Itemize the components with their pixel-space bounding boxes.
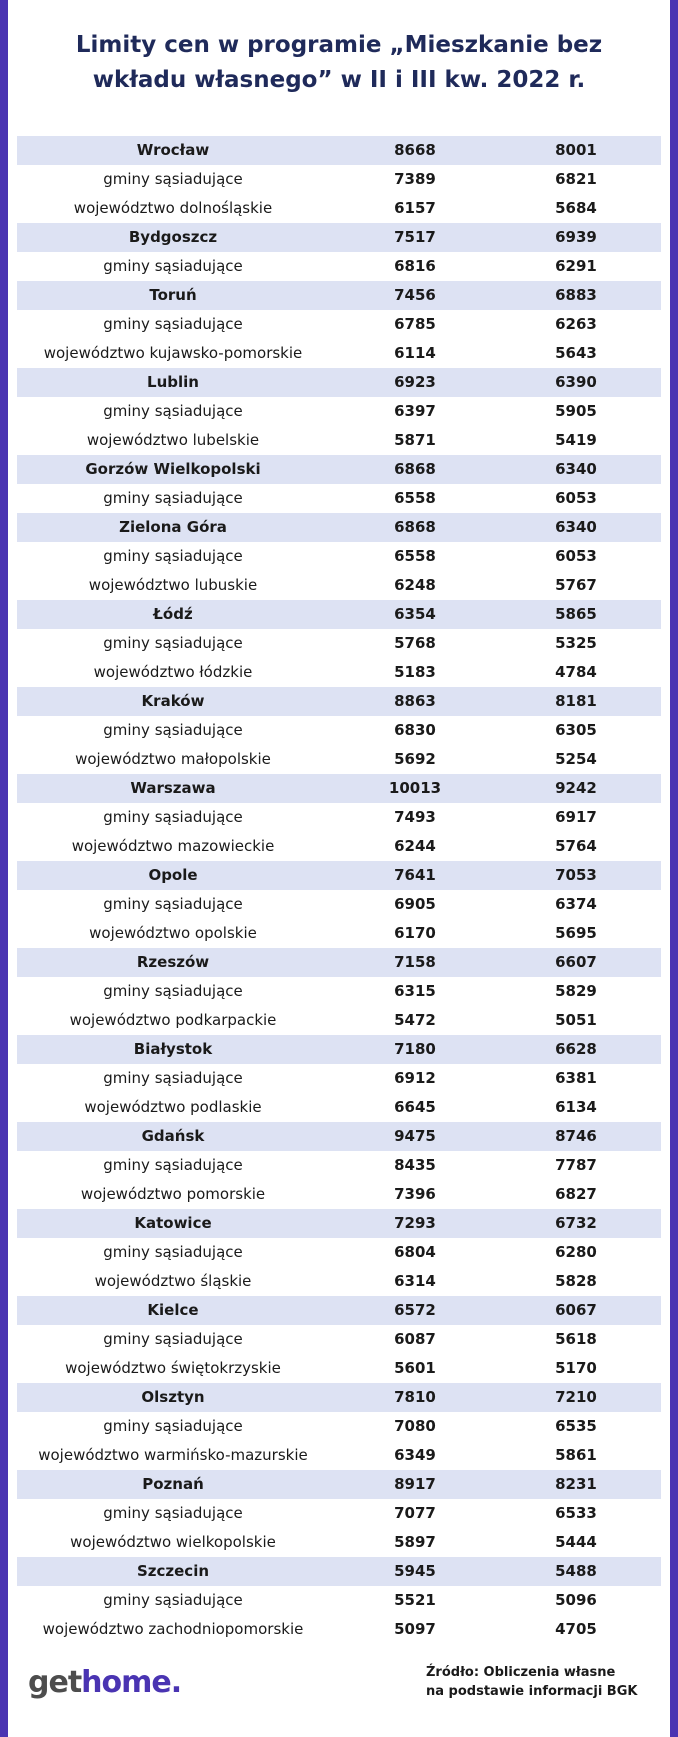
- value-q2: 6314: [394, 1272, 436, 1290]
- value-q2: 6087: [394, 1330, 436, 1348]
- value-q2: 7077: [394, 1504, 436, 1522]
- region-row: [17, 1325, 661, 1354]
- row-label: gminy sąsiadujące: [103, 257, 243, 275]
- region-row: [17, 1006, 661, 1035]
- region-row: [17, 1441, 661, 1470]
- row-label: województwo pomorskie: [80, 1185, 266, 1203]
- row-label: Olsztyn: [141, 1388, 205, 1406]
- page-title: [8, 28, 670, 98]
- value-q2: 8917: [394, 1475, 436, 1493]
- value-q3: 8001: [555, 141, 597, 159]
- value-q2: 7456: [394, 286, 436, 304]
- region-row: [17, 1151, 661, 1180]
- city-row: [17, 1470, 661, 1499]
- source-line-2: na podstawie informacji BGK: [426, 1684, 638, 1699]
- city-row: [17, 1557, 661, 1586]
- value-q2: 6645: [394, 1098, 436, 1116]
- value-q3: 4784: [555, 663, 597, 681]
- value-q3: 6939: [555, 228, 597, 246]
- value-q3: 5865: [555, 605, 597, 623]
- value-q3: 5488: [555, 1562, 597, 1580]
- region-row: [17, 426, 661, 455]
- region-row: [17, 629, 661, 658]
- city-row: [17, 600, 661, 629]
- value-q2: 6157: [394, 199, 436, 217]
- title-line-1: Limity cen w programie „Mieszkanie bez: [75, 32, 603, 58]
- value-q2: 6830: [394, 721, 436, 739]
- value-q3: 6883: [555, 286, 597, 304]
- row-label: gminy sąsiadujące: [103, 547, 243, 565]
- value-q3: 5170: [555, 1359, 597, 1377]
- value-q3: 6390: [555, 373, 597, 391]
- row-label: gminy sąsiadujące: [103, 170, 243, 188]
- row-label: Łódź: [153, 605, 193, 623]
- region-row: [17, 1412, 661, 1441]
- city-row: [17, 281, 661, 310]
- region-row: [17, 716, 661, 745]
- row-label: gminy sąsiadujące: [103, 721, 243, 739]
- value-q2: 6558: [394, 547, 436, 565]
- region-row: [17, 252, 661, 281]
- row-label: Gdańsk: [141, 1127, 205, 1145]
- value-q2: 6816: [394, 257, 436, 275]
- logo-text-home: home.: [81, 1665, 182, 1700]
- value-q3: 4705: [555, 1620, 597, 1638]
- gethome-logo: [28, 1665, 181, 1700]
- value-q3: 6134: [555, 1098, 597, 1116]
- value-q3: 5695: [555, 924, 597, 942]
- row-label: województwo podkarpackie: [69, 1011, 277, 1029]
- row-label: gminy sąsiadujące: [103, 982, 243, 1000]
- city-row: [17, 1209, 661, 1238]
- region-row: [17, 1064, 661, 1093]
- region-row: [17, 165, 661, 194]
- value-q3: 5643: [555, 344, 597, 362]
- value-q3: 7210: [555, 1388, 597, 1406]
- value-q2: 7389: [394, 170, 436, 188]
- value-q2: 5871: [394, 431, 436, 449]
- city-row: [17, 948, 661, 977]
- value-q3: 6291: [555, 257, 597, 275]
- row-label: województwo małopolskie: [75, 750, 271, 768]
- value-q3: 5905: [555, 402, 597, 420]
- value-q3: 6607: [555, 953, 597, 971]
- value-q3: 5828: [555, 1272, 597, 1290]
- value-q2: 6354: [394, 605, 436, 623]
- row-label: Rzeszów: [136, 953, 210, 971]
- value-q3: 6263: [555, 315, 597, 333]
- row-label: gminy sąsiadujące: [103, 489, 243, 507]
- value-q2: 7396: [394, 1185, 436, 1203]
- value-q2: 7293: [394, 1214, 436, 1232]
- city-row: [17, 1383, 661, 1412]
- region-row: [17, 745, 661, 774]
- row-label: gminy sąsiadujące: [103, 634, 243, 652]
- value-q2: 6558: [394, 489, 436, 507]
- city-row: [17, 774, 661, 803]
- region-row: [17, 1528, 661, 1557]
- value-q2: 7810: [394, 1388, 436, 1406]
- row-label: Kielce: [147, 1301, 199, 1319]
- value-q3: 6917: [555, 808, 597, 826]
- value-q2: 6868: [394, 518, 436, 536]
- value-q3: 6053: [555, 489, 597, 507]
- value-q2: 6912: [394, 1069, 436, 1087]
- row-label: województwo opolskie: [89, 924, 257, 942]
- row-label: województwo śląskie: [94, 1272, 252, 1290]
- value-q2: 6905: [394, 895, 436, 913]
- value-q3: 6628: [555, 1040, 597, 1058]
- value-q2: 7641: [394, 866, 436, 884]
- row-label: Opole: [148, 866, 198, 884]
- value-q3: 6374: [555, 895, 597, 913]
- value-q3: 6732: [555, 1214, 597, 1232]
- row-label: Bydgoszcz: [128, 228, 218, 246]
- row-label: gminy sąsiadujące: [103, 402, 243, 420]
- row-label: Poznań: [142, 1475, 204, 1493]
- value-q2: 5472: [394, 1011, 436, 1029]
- price-limits-table: [17, 136, 661, 1644]
- row-label: gminy sąsiadujące: [103, 315, 243, 333]
- value-q3: 6305: [555, 721, 597, 739]
- value-q3: 6067: [555, 1301, 597, 1319]
- value-q2: 5897: [394, 1533, 436, 1551]
- value-q3: 7787: [555, 1156, 597, 1174]
- row-label: gminy sąsiadujące: [103, 895, 243, 913]
- row-label: województwo lubuskie: [88, 576, 258, 594]
- region-row: [17, 890, 661, 919]
- value-q3: 5767: [555, 576, 597, 594]
- value-q2: 7493: [394, 808, 436, 826]
- value-q2: 7158: [394, 953, 436, 971]
- city-row: [17, 455, 661, 484]
- value-q2: 6315: [394, 982, 436, 1000]
- value-q2: 5521: [394, 1591, 436, 1609]
- row-label: Zielona Góra: [119, 518, 227, 536]
- row-label: województwo kujawsko-pomorskie: [43, 344, 303, 362]
- value-q3: 5829: [555, 982, 597, 1000]
- row-label: województwo podlaskie: [84, 1098, 262, 1116]
- value-q2: 6349: [394, 1446, 436, 1464]
- value-q2: 7517: [394, 228, 436, 246]
- value-q2: 9475: [394, 1127, 436, 1145]
- value-q3: 6340: [555, 518, 597, 536]
- region-row: [17, 397, 661, 426]
- value-q3: 6340: [555, 460, 597, 478]
- value-q3: 6535: [555, 1417, 597, 1435]
- value-q2: 6923: [394, 373, 436, 391]
- value-q2: 7180: [394, 1040, 436, 1058]
- region-row: [17, 1267, 661, 1296]
- row-label: gminy sąsiadujące: [103, 1243, 243, 1261]
- row-label: gminy sąsiadujące: [103, 808, 243, 826]
- row-label: Katowice: [134, 1214, 212, 1232]
- region-row: [17, 832, 661, 861]
- value-q3: 5096: [555, 1591, 597, 1609]
- value-q3: 5419: [555, 431, 597, 449]
- row-label: województwo wielkopolskie: [70, 1533, 276, 1551]
- region-row: [17, 977, 661, 1006]
- row-label: gminy sąsiadujące: [103, 1504, 243, 1522]
- value-q3: 6280: [555, 1243, 597, 1261]
- city-row: [17, 223, 661, 252]
- value-q3: 5618: [555, 1330, 597, 1348]
- region-row: [17, 310, 661, 339]
- value-q3: 8231: [555, 1475, 597, 1493]
- city-row: [17, 513, 661, 542]
- region-row: [17, 339, 661, 368]
- value-q3: 8181: [555, 692, 597, 710]
- region-row: [17, 1093, 661, 1122]
- region-row: [17, 1354, 661, 1383]
- city-row: [17, 1035, 661, 1064]
- row-label: województwo zachodniopomorskie: [42, 1620, 304, 1638]
- row-label: gminy sąsiadujące: [103, 1591, 243, 1609]
- value-q3: 5861: [555, 1446, 597, 1464]
- row-label: województwo świętokrzyskie: [65, 1359, 281, 1377]
- row-label: województwo dolnośląskie: [73, 199, 273, 217]
- region-row: [17, 1238, 661, 1267]
- value-q3: 7053: [555, 866, 597, 884]
- row-label: Wrocław: [136, 141, 210, 159]
- value-q2: 7080: [394, 1417, 436, 1435]
- region-row: [17, 1180, 661, 1209]
- value-q3: 5684: [555, 199, 597, 217]
- row-label: Warszawa: [130, 779, 216, 797]
- region-row: [17, 1586, 661, 1615]
- region-row: [17, 484, 661, 513]
- title-line-2: wkładu własnego” w II i III kw. 2022 r.: [92, 67, 586, 93]
- row-label: województwo lubelskie: [86, 431, 260, 449]
- logo-text-get: get: [28, 1665, 82, 1700]
- value-q2: 5097: [394, 1620, 436, 1638]
- source-note: [426, 1663, 656, 1701]
- value-q2: 6804: [394, 1243, 436, 1261]
- region-row: [17, 919, 661, 948]
- value-q3: 6533: [555, 1504, 597, 1522]
- value-q3: 5254: [555, 750, 597, 768]
- value-q3: 5325: [555, 634, 597, 652]
- value-q3: 6827: [555, 1185, 597, 1203]
- city-row: [17, 368, 661, 397]
- region-row: [17, 542, 661, 571]
- row-label: województwo warmińsko-mazurskie: [38, 1446, 308, 1464]
- value-q3: 6821: [555, 170, 597, 188]
- value-q2: 5768: [394, 634, 436, 652]
- value-q3: 9242: [555, 779, 597, 797]
- value-q2: 5692: [394, 750, 436, 768]
- region-row: [17, 194, 661, 223]
- row-label: Białystok: [133, 1040, 213, 1058]
- value-q3: 5444: [555, 1533, 597, 1551]
- value-q2: 6572: [394, 1301, 436, 1319]
- source-line-1: Źródło: Obliczenia własne: [426, 1665, 616, 1680]
- row-label: gminy sąsiadujące: [103, 1330, 243, 1348]
- row-label: województwo łódzkie: [93, 663, 253, 681]
- value-q2: 6114: [394, 344, 436, 362]
- region-row: [17, 1499, 661, 1528]
- region-row: [17, 1615, 661, 1644]
- row-label: Toruń: [149, 286, 197, 304]
- value-q2: 6397: [394, 402, 436, 420]
- value-q2: 5945: [394, 1562, 436, 1580]
- value-q2: 8668: [394, 141, 436, 159]
- value-q2: 6785: [394, 315, 436, 333]
- value-q2: 6244: [394, 837, 436, 855]
- row-label: Szczecin: [136, 1562, 210, 1580]
- row-label: gminy sąsiadujące: [103, 1417, 243, 1435]
- row-label: Lublin: [147, 373, 199, 391]
- city-row: [17, 687, 661, 716]
- region-row: [17, 571, 661, 600]
- value-q3: 6381: [555, 1069, 597, 1087]
- value-q2: 10013: [388, 779, 442, 797]
- value-q3: 5764: [555, 837, 597, 855]
- value-q2: 6170: [394, 924, 436, 942]
- city-row: [17, 136, 661, 165]
- row-label: województwo mazowieckie: [71, 837, 275, 855]
- value-q3: 8746: [555, 1127, 597, 1145]
- value-q2: 5601: [394, 1359, 436, 1377]
- city-row: [17, 1122, 661, 1151]
- value-q3: 5051: [555, 1011, 597, 1029]
- value-q2: 8863: [394, 692, 436, 710]
- value-q2: 8435: [394, 1156, 436, 1174]
- footer: [8, 1655, 670, 1725]
- value-q2: 5183: [394, 663, 436, 681]
- region-row: [17, 803, 661, 832]
- city-row: [17, 861, 661, 890]
- value-q3: 6053: [555, 547, 597, 565]
- value-q2: 6248: [394, 576, 436, 594]
- infographic-card: [8, 0, 670, 1737]
- row-label: gminy sąsiadujące: [103, 1069, 243, 1087]
- row-label: gminy sąsiadujące: [103, 1156, 243, 1174]
- row-label: Gorzów Wielkopolski: [85, 460, 261, 478]
- city-row: [17, 1296, 661, 1325]
- row-label: Kraków: [141, 692, 205, 710]
- region-row: [17, 658, 661, 687]
- value-q2: 6868: [394, 460, 436, 478]
